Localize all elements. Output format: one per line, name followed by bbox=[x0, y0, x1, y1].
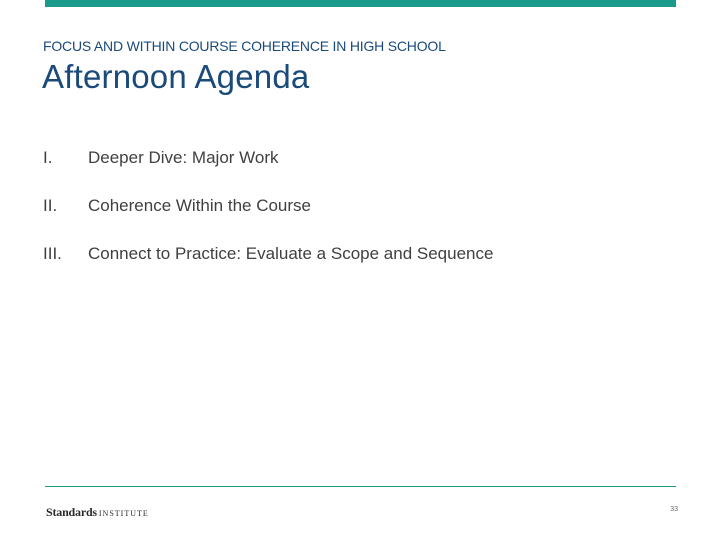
agenda-item-2 bbox=[43, 196, 663, 244]
top-accent-bar bbox=[45, 0, 676, 7]
page-number: 33 bbox=[670, 506, 678, 513]
logo-wordmark-bold: Standards bbox=[46, 505, 97, 519]
slide-title: Afternoon Agenda bbox=[42, 58, 310, 95]
agenda-number: I. bbox=[43, 148, 53, 167]
agenda-number: III. bbox=[43, 244, 62, 263]
agenda-item-1 bbox=[43, 148, 663, 196]
standards-institute-logo bbox=[46, 503, 149, 521]
logo-wordmark-light: INSTITUTE bbox=[98, 509, 149, 518]
agenda-list bbox=[43, 148, 663, 292]
agenda-text: Connect to Practice: Evaluate a Scope and Sequence bbox=[88, 244, 494, 263]
agenda-text: Deeper Dive: Major Work bbox=[88, 148, 279, 167]
slide-kicker: FOCUS AND WITHIN COURSE COHERENCE IN HIGH SCHOOL bbox=[43, 38, 446, 54]
agenda-item-3 bbox=[43, 244, 663, 292]
agenda-number: II. bbox=[43, 196, 58, 215]
agenda-text: Coherence Within the Course bbox=[88, 196, 312, 215]
footer-divider bbox=[45, 486, 676, 487]
